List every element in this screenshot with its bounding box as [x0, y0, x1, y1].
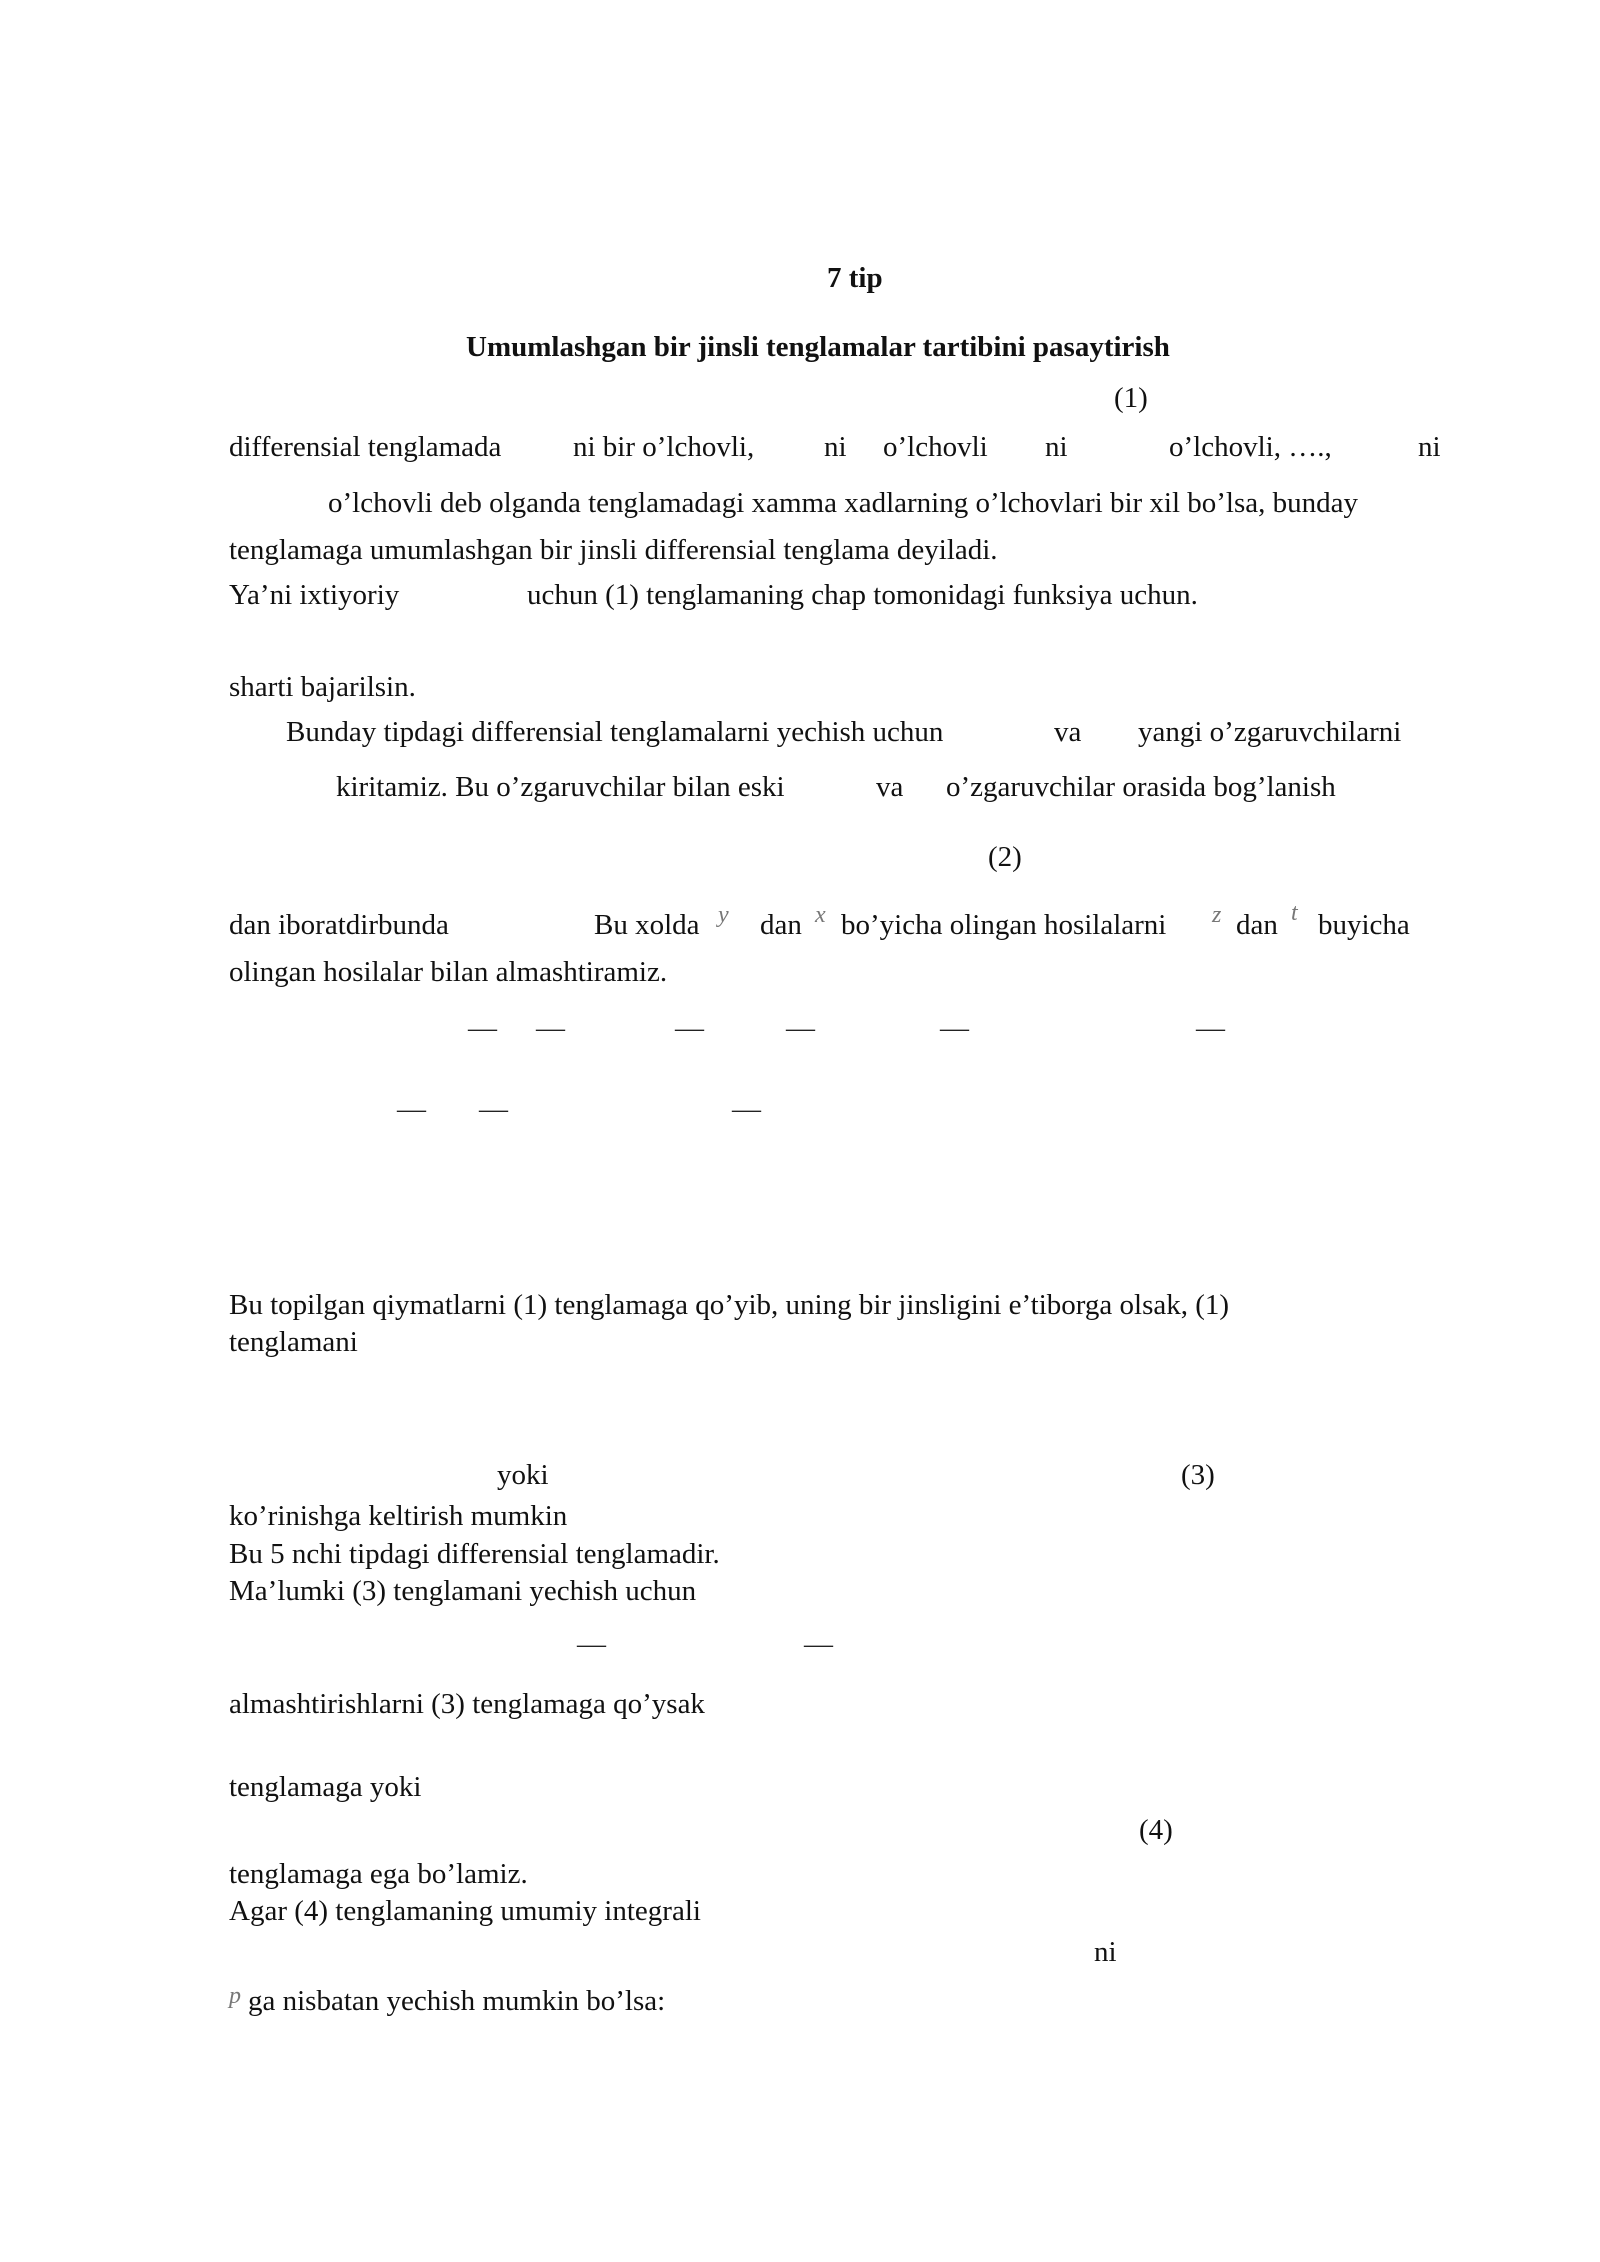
fraction-bar: — [1196, 1012, 1225, 1044]
paragraph-line-15: almashtirishlarni (3) tenglamaga qo’ysak [229, 1688, 705, 1720]
paragraph-line-13: Bu 5 nchi tipdagi differensial tenglamadir. [229, 1538, 720, 1570]
equation-number-3: (3) [1181, 1459, 1215, 1491]
equation-number-1: (1) [1114, 382, 1148, 414]
fraction-bar: — [732, 1093, 761, 1125]
math-variable-z: z [1212, 902, 1222, 928]
paragraph-line-8d: bo’yicha olingan hosilalarni [841, 909, 1167, 941]
paragraph-line-5: sharti bajarilsin. [229, 671, 416, 703]
fraction-bar: — [804, 1628, 833, 1660]
paragraph-line-7b: va [876, 771, 904, 803]
paragraph-line-7a: kiritamiz. Bu o’zgaruvchilar bilan eski [336, 771, 785, 803]
paragraph-line-1b: ni bir o’lchovli, [573, 431, 755, 463]
paragraph-line-6c: yangi o’zgaruvchilarni [1138, 716, 1402, 748]
paragraph-line-1f: o’lchovli, …., [1169, 431, 1332, 463]
paragraph-line-18: Agar (4) tenglamaning umumiy integrali [229, 1895, 701, 1927]
paragraph-line-20: ga nisbatan yechish mumkin bo’lsa: [248, 1985, 666, 2017]
math-variable-p: p [229, 1983, 241, 2009]
section-heading: 7 tip [827, 262, 883, 294]
fraction-bar: — [675, 1012, 704, 1044]
paragraph-line-7c: o’zgaruvchilar orasida bog’lanish [946, 771, 1336, 803]
paragraph-line-1e: ni [1045, 431, 1068, 463]
fraction-bar: — [577, 1628, 606, 1660]
paragraph-line-1g: ni [1418, 431, 1441, 463]
paragraph-line-8a: dan iboratdirbunda [229, 909, 449, 941]
paragraph-line-17: tenglamaga ega bo’lamiz. [229, 1858, 528, 1890]
paragraph-line-1d: o’lchovli [883, 431, 988, 463]
section-title: Umumlashgan bir jinsli tenglamalar tartibini pasaytirish [466, 331, 1170, 363]
paragraph-line-16: tenglamaga yoki [229, 1771, 422, 1803]
paragraph-line-4b: uchun (1) tenglamaning chap tomonidagi funksiya uchun. [527, 579, 1198, 611]
paragraph-line-8e: dan [1236, 909, 1278, 941]
paragraph-line-12: ko’rinishga keltirish mumkin [229, 1500, 568, 1532]
fraction-bar: — [786, 1012, 815, 1044]
paragraph-line-10a: Bu topilgan qiymatlarni (1) tenglamaga qo’yib, uning bir jinsligini e’tiborga olsak, (1) [229, 1289, 1230, 1321]
paragraph-line-8b: Bu xolda [594, 909, 700, 941]
paragraph-line-6b: va [1054, 716, 1082, 748]
paragraph-line-14: Ma’lumki (3) tenglamani yechish uchun [229, 1575, 697, 1607]
fraction-bar: — [468, 1012, 497, 1044]
paragraph-line-9: olingan hosilalar bilan almashtiramiz. [229, 956, 668, 988]
paragraph-line-2: o’lchovli deb olganda tenglamadagi xamma xadlarning o’lchovlari bir xil bo’lsa, bunday [328, 487, 1359, 519]
paragraph-line-4a: Ya’ni ixtiyoriy [229, 579, 400, 611]
fraction-bar: — [479, 1093, 508, 1125]
paragraph-line-8c: dan [760, 909, 802, 941]
fraction-bar: — [397, 1093, 426, 1125]
paragraph-line-6a: Bunday tipdagi differensial tenglamalarni yechish uchun [286, 716, 944, 748]
equation-number-4: (4) [1139, 1814, 1173, 1846]
paragraph-line-3: tenglamaga umumlashgan bir jinsli differensial tenglama deyiladi. [229, 534, 998, 566]
paragraph-line-1c: ni [824, 431, 847, 463]
paragraph-line-11: yoki [497, 1459, 549, 1491]
fraction-bar: — [536, 1012, 565, 1044]
paragraph-line-10b: tenglamani [229, 1326, 358, 1358]
math-variable-t: t [1291, 900, 1298, 926]
paragraph-line-19: ni [1094, 1936, 1117, 1968]
paragraph-line-1a: differensial tenglamada [229, 431, 502, 463]
math-variable-y: y [718, 902, 729, 928]
fraction-bar: — [940, 1012, 969, 1044]
equation-number-2: (2) [988, 841, 1022, 873]
paragraph-line-8f: buyicha [1318, 909, 1410, 941]
math-variable-x: x [815, 902, 826, 928]
